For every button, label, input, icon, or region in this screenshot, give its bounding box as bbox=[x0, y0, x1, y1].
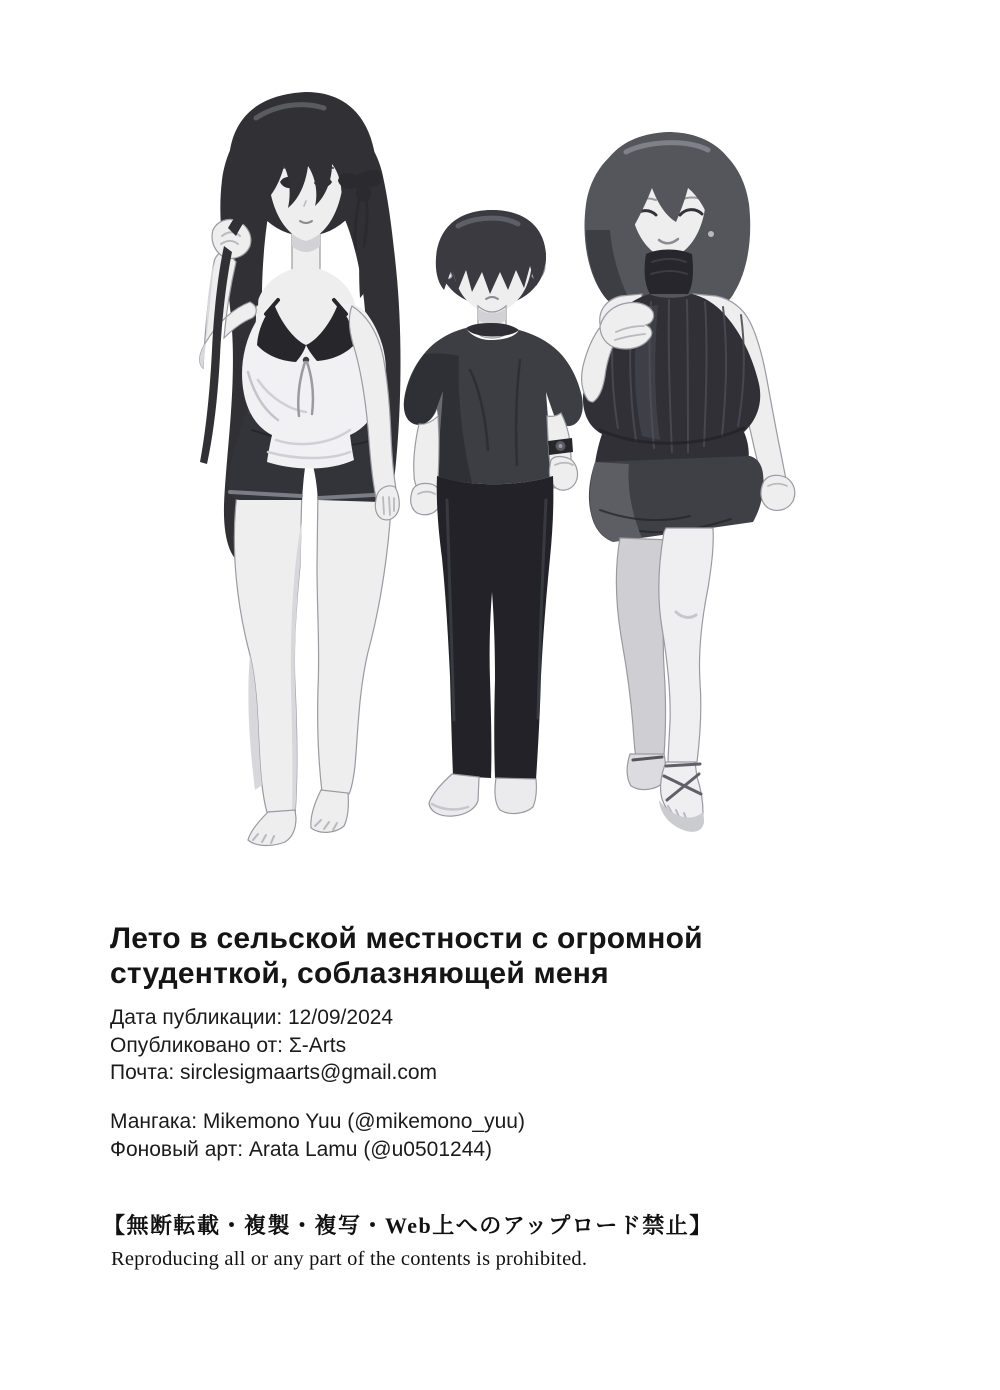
mangaka-credit: Мангака: Mikemono Yuu (@mikemono_yuu) bbox=[110, 1110, 525, 1133]
notice-japanese: 【無断転載・複製・複写・Web上へのアップロード禁止】 bbox=[103, 1213, 713, 1238]
title-line-2: студенткой, соблазняющей меня bbox=[110, 957, 609, 990]
figure-woman-right bbox=[582, 132, 795, 832]
woman-right-fist bbox=[761, 475, 795, 510]
figure-woman-left bbox=[200, 92, 401, 846]
woman-left-feet bbox=[248, 790, 348, 846]
publication-date: Дата публикации: 12/09/2024 bbox=[110, 1006, 394, 1029]
notice-english: Reproducing all or any part of the contents is prohibited. bbox=[111, 1248, 588, 1270]
reproduction-notice bbox=[103, 1211, 713, 1271]
publication-info bbox=[110, 1004, 437, 1087]
figure-boy bbox=[404, 210, 583, 816]
doujin-title bbox=[110, 921, 703, 991]
publisher: Опубликовано от: Σ-Arts bbox=[110, 1033, 347, 1057]
title-line-1: Лето в сельской местности с огромной bbox=[110, 922, 703, 955]
contact-email: Почта: sirclesigmaarts@gmail.com bbox=[110, 1061, 438, 1085]
boy-pants bbox=[437, 476, 554, 780]
woman-right-legs bbox=[616, 528, 713, 764]
boy-socks bbox=[429, 774, 536, 816]
artist-credits bbox=[110, 1108, 525, 1163]
woman-right-sandals bbox=[627, 754, 704, 832]
woman-left-legs bbox=[234, 486, 392, 815]
background-art-credit: Фоновый арт: Arata Lamu (@u0501244) bbox=[110, 1137, 493, 1161]
earring bbox=[708, 231, 714, 237]
